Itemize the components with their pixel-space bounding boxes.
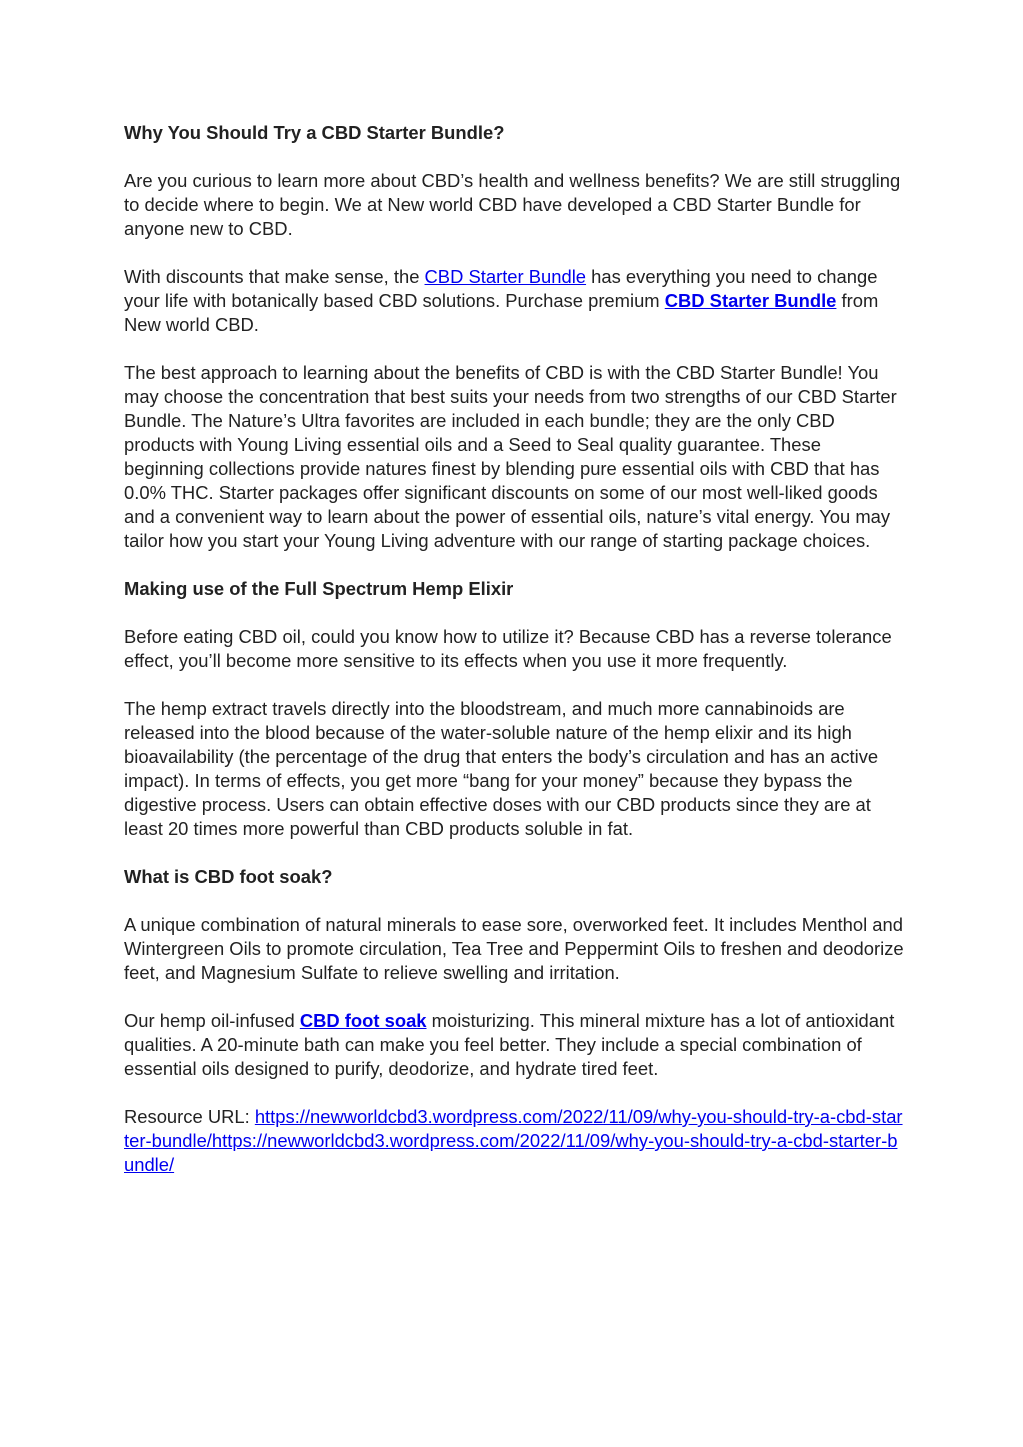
section-heading-foot-soak: What is CBD foot soak?	[124, 866, 333, 887]
paragraph-before-eating: Before eating CBD oil, could you know how to utilize it? Because CBD has a reverse tolerance effect, you’ll become more sensitive to its effects when you use it more frequently.	[124, 626, 892, 671]
paragraph-text: With discounts that make sense, the	[124, 266, 425, 287]
resource-url-label: Resource URL:	[124, 1106, 255, 1127]
paragraph-discounts	[124, 265, 904, 337]
paragraph-intro: Are you curious to learn more about CBD’s health and wellness benefits? We are still struggling to decide where to begin. We at New world CBD have developed a CBD Starter Bundle for anyone new to CBD.	[124, 170, 901, 239]
paragraph-text: has everything you need to change your life with botanically based CBD solutions. Purchase premium	[124, 266, 878, 311]
paragraph-best-approach: The best approach to learning about the benefits of CBD is with the CBD Starter Bundle! You may choose the concentration that best suits your needs from two strengths of our CBD Starter Bundle. The Nature’s Ultra favorites are included in each bundle; they are the only CBD products with Young Living essential oils and a Seed to Seal quality guarantee. These beginning collections provide natures finest by blending pure essential oils with CBD that has 0.0% THC. Starter packages offer significant discounts on some of our most well-liked goods and a convenient way to learn about the power of essential oils, nature’s vital energy. You may tailor how you start your Young Living adventure with our range of starting package choices.	[124, 362, 897, 551]
document-page	[124, 121, 904, 1201]
cbd-starter-bundle-link[interactable]: CBD Starter Bundle	[424, 266, 587, 287]
paragraph-hemp-oil-infused	[124, 1009, 904, 1081]
cbd-starter-bundle-bold-link[interactable]: CBD Starter Bundle	[664, 290, 837, 311]
cbd-foot-soak-link[interactable]: CBD foot soak	[299, 1010, 427, 1031]
paragraph-text: moisturizing. This mineral mixture has a lot of antioxidant qualities. A 20-minute bath can make you feel better. They include a special combination of essential oils designed to purify, deodorize, and hydrate tired feet.	[124, 1010, 895, 1079]
section-heading-hemp-elixir: Making use of the Full Spectrum Hemp Elixir	[124, 578, 514, 599]
resource-url-line	[124, 1105, 904, 1177]
section-heading-starter-bundle: Why You Should Try a CBD Starter Bundle?	[124, 122, 505, 143]
paragraph-text: from New world CBD.	[124, 290, 879, 335]
resource-url-link[interactable]: https://newworldcbd3.wordpress.com/2022/11/09/why-you-should-try-a-cbd-starter-bundle/https://newworldcbd3.wordpress.com/2022/11/09/why-you-should-try-a-cbd-starter-bundle/	[124, 1106, 903, 1175]
paragraph-unique-combination: A unique combination of natural minerals to ease sore, overworked feet. It includes Menthol and Wintergreen Oils to promote circulation, Tea Tree and Peppermint Oils to freshen and deodorize feet, and Magnesium Sulfate to relieve swelling and irritation.	[124, 914, 904, 983]
paragraph-text: Our hemp oil-infused	[124, 1010, 300, 1031]
paragraph-hemp-extract: The hemp extract travels directly into the bloodstream, and much more cannabinoids are released into the blood because of the water-soluble nature of the hemp elixir and its high bioavailability (the percentage of the drug that enters the body’s circulation and has an active impact). In terms of effects, you get more “bang for your money” because they bypass the digestive process. Users can obtain effective doses with our CBD products since they are at least 20 times more powerful than CBD products soluble in fat.	[124, 698, 879, 839]
